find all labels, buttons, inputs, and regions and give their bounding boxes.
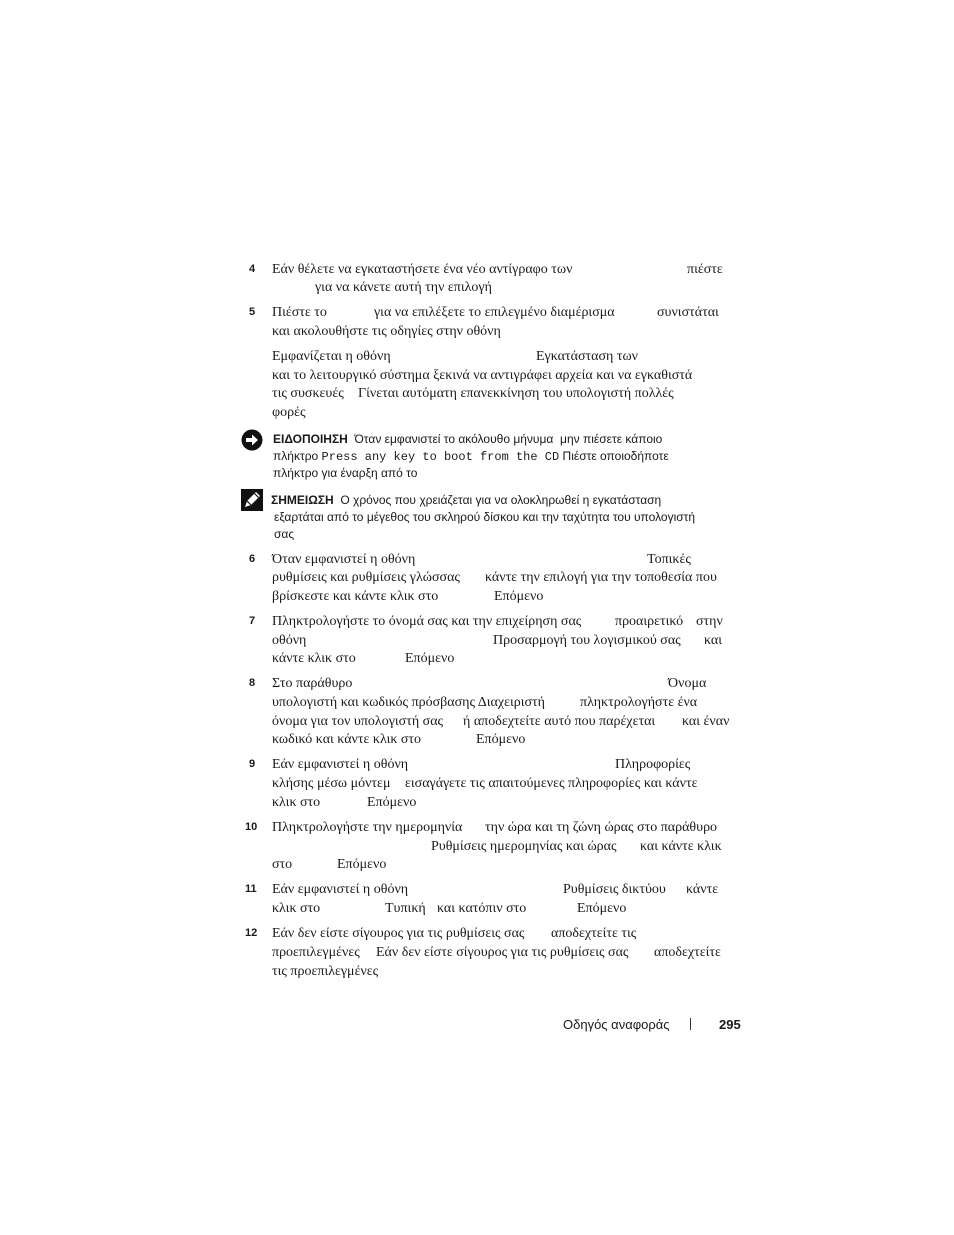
notice-code: Press any key to boot from the CD [321,450,560,464]
step-text: στην [696,614,723,629]
step-text: κλικ στο [272,795,321,810]
step-text: προεπιλεγμένες [272,945,360,960]
step-text: πιέστε [687,262,723,277]
step-text: κωδικό και κάντε κλικ στο [272,732,422,747]
step-text: Τυπική [385,901,426,916]
step-text: στο [272,857,293,872]
step-number: 8 [249,677,256,689]
note-pencil-icon [241,489,263,511]
step-text: κάντε κλικ στο [272,651,356,666]
step-text: και [704,633,723,648]
step-text: κάντε την επιλογή για την τοποθεσία που [485,570,717,585]
step-text: εισαγάγετε τις απαιτούμενες πληροφορίες και κάντε [405,776,698,791]
step-text: Προσαρμογή του λογισμικού σας [493,633,681,648]
step-text: Πληροφορίες [615,757,691,772]
step-number: 6 [249,553,256,565]
step-text: Επόμενο [577,901,627,916]
step-text: προαιρετικό [615,614,684,629]
paragraph-text: Εμφανίζεται η οθόνη [272,349,391,364]
step-text: κλικ στο [272,901,321,916]
step-text: Επόμενο [494,589,544,604]
step-number: 12 [245,927,258,939]
step-text: Εάν εμφανιστεί η οθόνη [272,757,409,772]
step-text: Εάν δεν είστε σίγουρος για τις ρυθμίσεις σας [272,926,525,941]
step-text: συνιστάται [657,305,719,320]
paragraph-text: Εγκατάσταση των [536,349,639,364]
notice-line1b: μην πιέσετε κάποιο [560,432,663,446]
step-number: 7 [249,615,256,627]
step-text: Επόμενο [337,857,387,872]
step-text: τις προεπιλεγμένες [272,964,379,979]
step-text: αποδεχτείτε [654,945,721,960]
step-text: πληκτρολογήστε ένα [580,695,698,710]
step-text: κλήσης μέσω μόντεμ [272,776,391,791]
step-text: οθόνη [272,633,307,648]
step-text: και κάντε κλικ [640,839,722,854]
paragraph-text: Γίνεται αυτόματη επανεκκίνηση του υπολογιστή πολλές [358,386,674,401]
notice-line2a: πλήκτρο [273,449,319,463]
notice-arrow-icon [241,429,263,451]
note-label: ΣΗΜΕΙΩΣΗ [271,493,334,507]
step-text: ρυθμίσεις και ρυθμίσεις γλώσσας [272,570,460,585]
footer-divider [690,1018,691,1030]
page-number: 295 [719,1017,741,1032]
step-text: Πληκτρολογήστε το όνομά σας και την επιχείρηση σας [272,614,582,629]
notice-text [273,448,669,466]
step-text: ή αποδεχτείτε αυτό που παρέχεται [463,714,656,729]
note-line1: Ο χρόνος που χρειάζεται για να ολοκληρωθεί η εγκατάσταση [340,493,662,507]
step-text: Πιέστε το [272,305,327,320]
paragraph-text: τις συσκευές [272,386,344,401]
step-text: όνομα για τον υπολογιστή σας [272,714,444,729]
step-text: Τοπικές [647,552,691,567]
paragraph-text: και το λειτουργικό σύστημα ξεκινά να αντιγράφει αρχεία και να εγκαθιστά [272,368,693,383]
step-text: Επόμενο [405,651,455,666]
step-text: για να κάνετε αυτή την επιλογή [315,280,492,295]
step-text: Στο παράθυρο [272,676,353,691]
step-text: Ρυθμίσεις δικτύου [563,882,666,897]
step-text: Εάν εμφανιστεί η οθόνη [272,882,409,897]
step-number: 5 [249,306,256,318]
notice-line1: Όταν εμφανιστεί το ακόλουθο μήνυμα [354,432,554,446]
notice-text: πλήκτρο για έναρξη από το [273,466,418,480]
step-text: Όταν εμφανιστεί η οθόνη [272,552,416,567]
footer-title: Οδηγός αναφοράς [563,1017,670,1032]
step-text: Επόμενο [476,732,526,747]
step-text: και ακολουθήστε τις οδηγίες στην οθόνη [272,324,501,339]
step-text: υπολογιστή και κωδικός πρόσβασης Διαχειριστή [272,695,545,710]
step-text: Εάν θέλετε να εγκαταστήσετε ένα νέο αντίγραφο των [272,262,573,277]
step-text: Ρυθμίσεις ημερομηνίας και ώρας [431,839,617,854]
step-text: Επόμενο [367,795,417,810]
step-text: και κατόπιν στο [437,901,527,916]
step-number: 10 [245,821,258,833]
notice-line2b: Πιέστε οποιοδήποτε [562,449,669,463]
notice-label: ΕΙΔΟΠΟΙΗΣΗ [273,432,348,446]
notice-text [273,431,662,448]
note-text [271,492,661,509]
step-number: 9 [249,758,256,770]
paragraph-text: φορές [272,405,306,420]
note-text: σας [274,527,295,541]
step-text: για να επιλέξετε το επιλεγμένο διαμέρισμα [374,305,615,320]
step-text: κάντε [686,882,719,897]
step-text: Πληκτρολογήστε την ημερομηνία [272,820,463,835]
step-number: 4 [249,263,256,275]
step-text: και έναν [682,714,730,729]
step-text: αποδεχτείτε τις [551,926,637,941]
step-number: 11 [245,883,257,895]
step-text: την ώρα και τη ζώνη ώρας στο παράθυρο [485,820,718,835]
step-text: Εάν δεν είστε σίγουρος για τις ρυθμίσεις σας [376,945,629,960]
step-text: Όνομα [668,676,707,691]
step-text: βρίσκεστε και κάντε κλικ στο [272,589,439,604]
note-text: εξαρτάται από το μέγεθος του σκληρού δίσκου και την ταχύτητα του υπολογιστή [274,510,696,524]
